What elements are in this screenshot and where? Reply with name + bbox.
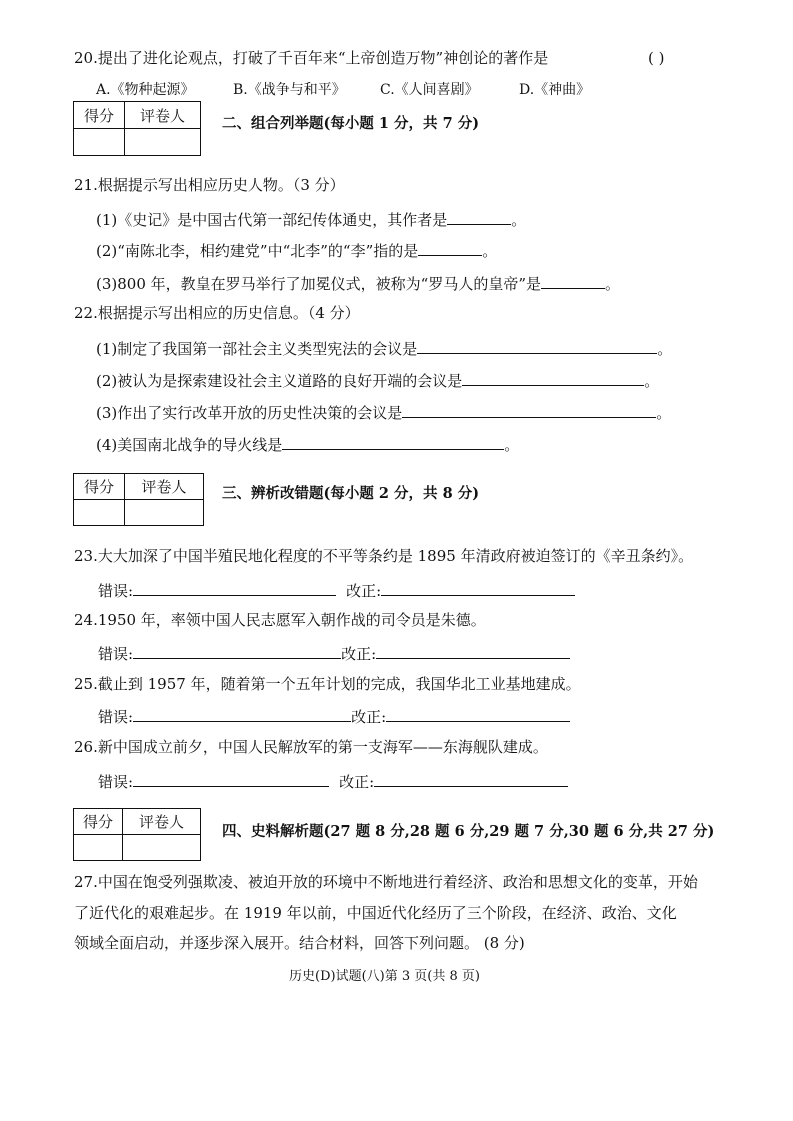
fix-label: 改正: (339, 773, 375, 791)
q21-item-3-text: (3)800 年，教皇在罗马举行了加冕仪式，被称为“罗马人的皇帝”是 (96, 275, 541, 293)
q20-option-a: A.《物种起源》 (96, 82, 195, 98)
q23-fix-blank[interactable] (381, 580, 575, 596)
q21-item-3 (96, 273, 620, 294)
q22-item-4 (96, 434, 519, 455)
q24-fix-blank[interactable] (376, 643, 570, 659)
error-label: 错误: (98, 582, 134, 600)
q27-line-3: 领域全面启动，并逐步深入展开。结合材料，回答下列问题。 (8 分) (74, 934, 525, 952)
period: 。 (511, 211, 527, 229)
q21-answer-blank-3[interactable] (541, 273, 605, 289)
q24-error-blank[interactable] (133, 643, 341, 659)
period: 。 (656, 404, 672, 422)
q26-error-blank[interactable] (133, 771, 329, 787)
period: 。 (504, 436, 520, 454)
section2-title: 二、组合列举题(每小题 1 分，共 7 分) (222, 115, 480, 132)
score-label: 得分 (74, 102, 125, 129)
page-footer: 历史(D)试题(八)第 3 页(共 8 页) (289, 969, 480, 984)
q26-answer-row (98, 771, 568, 792)
q21-stem: 21.根据提示写出相应历史人物。（3 分） (74, 176, 345, 194)
period: 。 (605, 275, 621, 293)
period: 。 (657, 340, 673, 358)
q22-item-1 (96, 338, 672, 359)
score-box-section2 (73, 101, 201, 156)
q21-item-2-text: (2)“南陈北李，相约建党”中“北李”的“李”指的是 (96, 242, 419, 260)
grader-label: 评卷人 (125, 474, 204, 500)
q22-item-2-text: (2)被认为是探索建设社会主义道路的良好开端的会议是 (96, 372, 463, 390)
q22-answer-blank-2[interactable] (462, 370, 644, 386)
grader-cell[interactable] (125, 500, 204, 526)
q21-answer-blank-2[interactable] (418, 240, 482, 256)
q24-answer-row (98, 643, 570, 664)
grader-cell[interactable] (123, 835, 201, 861)
fix-label: 改正: (351, 708, 387, 726)
score-label: 得分 (74, 474, 125, 500)
q21-item-1 (96, 209, 526, 230)
q22-item-4-text: (4)美国南北战争的导火线是 (96, 436, 283, 454)
error-label: 错误: (98, 645, 134, 663)
q22-answer-blank-1[interactable] (417, 338, 657, 354)
q25-text: 25.截止到 1957 年，随着第一个五年计划的完成，我国华北工业基地建成。 (74, 675, 581, 693)
q21-item-2 (96, 240, 497, 261)
q22-item-3 (96, 402, 671, 423)
q25-error-blank[interactable] (133, 706, 351, 722)
q23-error-blank[interactable] (133, 580, 336, 596)
score-cell[interactable] (74, 835, 123, 861)
q22-stem: 22.根据提示写出相应的历史信息。（4 分） (74, 304, 360, 322)
q25-answer-row (98, 706, 570, 727)
grader-label: 评卷人 (125, 102, 201, 129)
error-label: 错误: (98, 773, 134, 791)
q26-fix-blank[interactable] (374, 771, 568, 787)
q23-text: 23.大大加深了中国半殖民地化程度的不平等条约是 1895 年清政府被迫签订的《辛丑条约》。 (74, 547, 694, 565)
score-box-section4 (73, 808, 201, 861)
q20-option-d: D.《神曲》 (519, 82, 591, 98)
score-box-section3 (73, 473, 204, 526)
q20-answer-paren: ( ) (648, 49, 665, 67)
q23-answer-row (98, 580, 575, 601)
q22-item-1-text: (1)制定了我国第一部社会主义类型宪法的会议是 (96, 340, 418, 358)
q22-answer-blank-4[interactable] (282, 434, 504, 450)
score-label: 得分 (74, 809, 123, 835)
q27-line-1: 27.中国在饱受列强欺凌、被迫开放的环境中不断地进行着经济、政治和思想文化的变革，开始 (74, 873, 698, 891)
error-label: 错误: (98, 708, 134, 726)
period: 。 (644, 372, 660, 390)
q27-line-2: 了近代化的艰难起步。在 1919 年以前，中国近代化经历了三个阶段，在经济、政治、文化 (74, 904, 677, 922)
grader-cell[interactable] (125, 129, 201, 156)
score-cell[interactable] (74, 500, 125, 526)
section4-title: 四、史料解析题(27 题 8 分,28 题 6 分,29 题 7 分,30 题 6 分,共 27 分) (222, 823, 715, 840)
section3-title: 三、辨析改错题(每小题 2 分，共 8 分) (222, 485, 480, 502)
q24-text: 24.1950 年，率领中国人民志愿军入朝作战的司令员是朱德。 (74, 611, 486, 629)
fix-label: 改正: (341, 645, 377, 663)
q22-answer-blank-3[interactable] (402, 402, 656, 418)
q21-answer-blank-1[interactable] (447, 209, 511, 225)
q21-item-1-text: (1)《史记》是中国古代第一部纪传体通史，其作者是 (96, 211, 448, 229)
fix-label: 改正: (346, 582, 382, 600)
q25-fix-blank[interactable] (386, 706, 570, 722)
grader-label: 评卷人 (123, 809, 201, 835)
q20-text: 20.提出了进化论观点，打破了千百年来“上帝创造万物”神创论的著作是 (74, 49, 549, 67)
q20-option-b: B.《战争与和平》 (233, 82, 346, 98)
score-cell[interactable] (74, 129, 125, 156)
q22-item-3-text: (3)作出了实行改革开放的历史性决策的会议是 (96, 404, 403, 422)
q26-text: 26.新中国成立前夕，中国人民解放军的第一支海军——东海舰队建成。 (74, 738, 548, 756)
period: 。 (482, 242, 498, 260)
q22-item-2 (96, 370, 659, 391)
q20-option-c: C.《人间喜剧》 (380, 82, 479, 98)
